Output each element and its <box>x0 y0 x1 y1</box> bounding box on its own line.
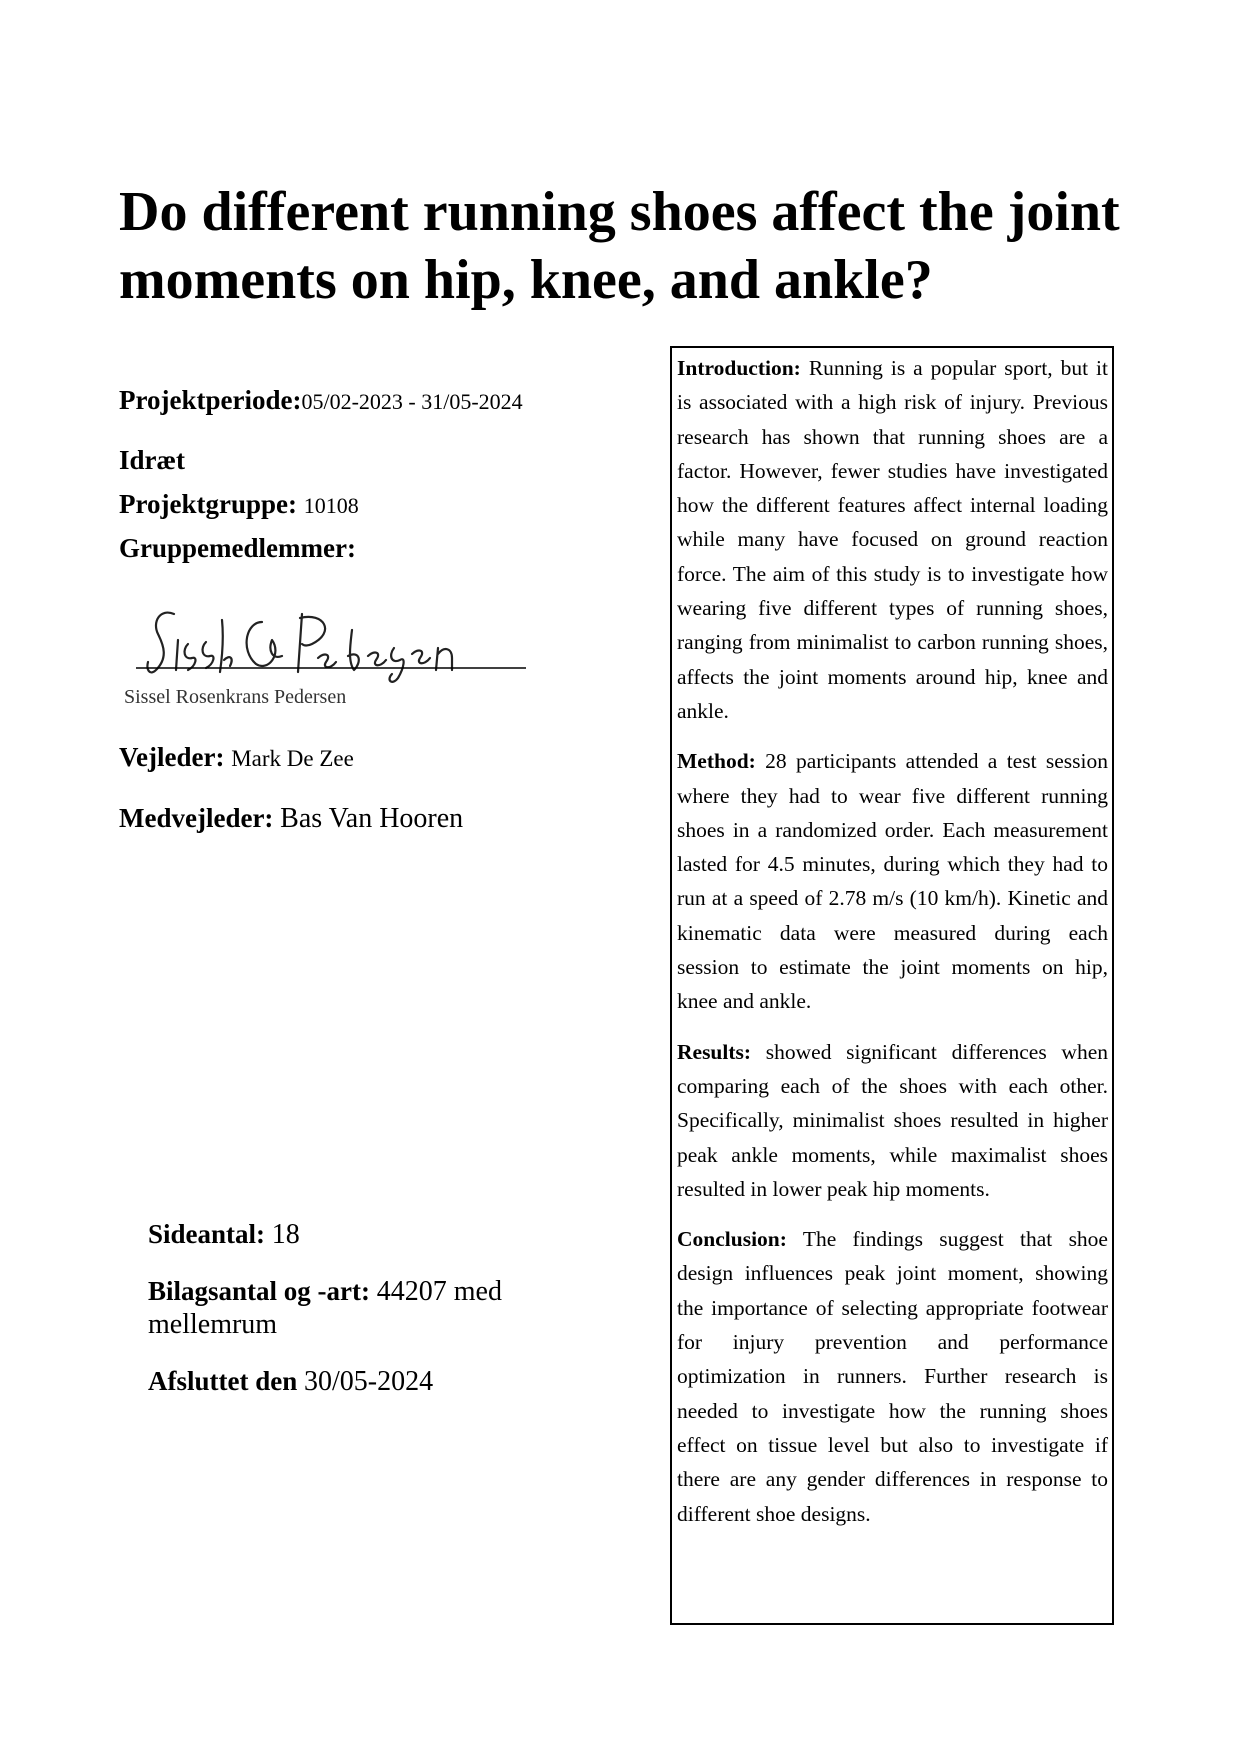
sideantal-value: 18 <box>271 1219 300 1250</box>
gruppemedlemmer-row <box>119 532 356 564</box>
conclusion-text: The findings suggest that shoe design influences peak joint moment, showing the importance of selecting appropriate footwear for injury prevention and performance optimization in runners. Further research is needed to investigate how the running shoes effect on tissue level but also to investigate if there are any gender differences in response to different shoe designs. <box>677 1227 1108 1526</box>
abstract-results <box>677 1035 1108 1206</box>
projektperiode-value: 05/02-2023 - 31/05-2024 <box>301 389 523 414</box>
sideantal-label: Sideantal: <box>148 1219 266 1249</box>
afsluttet-label: Afsluttet den <box>148 1366 298 1396</box>
projektgruppe-value: 10108 <box>303 493 359 518</box>
bilagsantal-value-line-2: mellemrum <box>148 1309 278 1340</box>
introduction-text: Running is a popular sport, but it is associated with a high risk of injury. Previous research has shown that running shoes are a factor. However, fewer studies have investigated how the different features affect internal loading while many have focused on ground reaction force. The aim of this study is to investigate how wearing five different types of running shoes, ranging from minimalist to carbon running shoes, affects the joint moments around hip, knee and ankle. <box>677 356 1109 723</box>
projektperiode-label: Projektperiode: <box>119 385 302 415</box>
member-name: Sissel Rosenkrans Pedersen <box>124 686 347 708</box>
afsluttet-value: 30/05-2024 <box>304 1366 434 1397</box>
gruppemedlemmer-label: Gruppemedlemmer: <box>119 533 356 563</box>
abstract-conclusion <box>677 1222 1108 1531</box>
medvejleder-label: Medvejleder: <box>119 803 274 833</box>
bilagsantal-label: Bilagsantal og -art: <box>148 1276 370 1306</box>
conclusion-label: Conclusion: <box>677 1227 787 1252</box>
vejleder-row <box>119 741 354 775</box>
abstract-method <box>677 744 1108 1018</box>
bilagsantal-value-line-1: 44207 med <box>376 1276 502 1307</box>
title-line-1: Do different running shoes affect the joint <box>119 181 1120 243</box>
field-row <box>119 444 185 476</box>
medvejleder-value: Bas Van Hooren <box>280 803 464 834</box>
projektgruppe-label: Projektgruppe: <box>119 489 297 519</box>
abstract-box <box>670 346 1114 1625</box>
projektperiode-row <box>119 384 523 418</box>
afsluttet-row <box>148 1365 433 1398</box>
results-label: Results: <box>677 1039 752 1064</box>
introduction-label: Introduction: <box>677 356 801 380</box>
field-label: Idræt <box>119 445 185 475</box>
abstract-introduction <box>677 351 1108 728</box>
results-text: showed significant differences when comparing each of the shoes with each other. Specifically, minimalist shoes resulted in higher peak ankle moments, while maximalist shoes resulted in lower peak hip moments. <box>677 1039 1108 1201</box>
method-text: 28 participants attended a test session where they had to wear five different running shoes in a randomized order. Each measurement lasted for 4.5 minutes, during which they had to run at a speed of 2.78 m/s (10 km/h). Kinetic and kinematic data were measured during each session to estimate the joint moments on hip, knee and ankle. <box>677 749 1109 1014</box>
bilagsantal-row <box>148 1275 502 1341</box>
method-label: Method: <box>677 749 756 774</box>
vejleder-label: Vejleder: <box>119 742 225 772</box>
title-line-2: moments on hip, knee, and ankle? <box>119 249 933 311</box>
medvejleder-row <box>119 802 463 835</box>
page-title <box>119 178 1149 314</box>
vejleder-value: Mark De Zee <box>231 746 354 771</box>
projektgruppe-row <box>119 488 359 522</box>
sideantal-row <box>148 1218 300 1251</box>
